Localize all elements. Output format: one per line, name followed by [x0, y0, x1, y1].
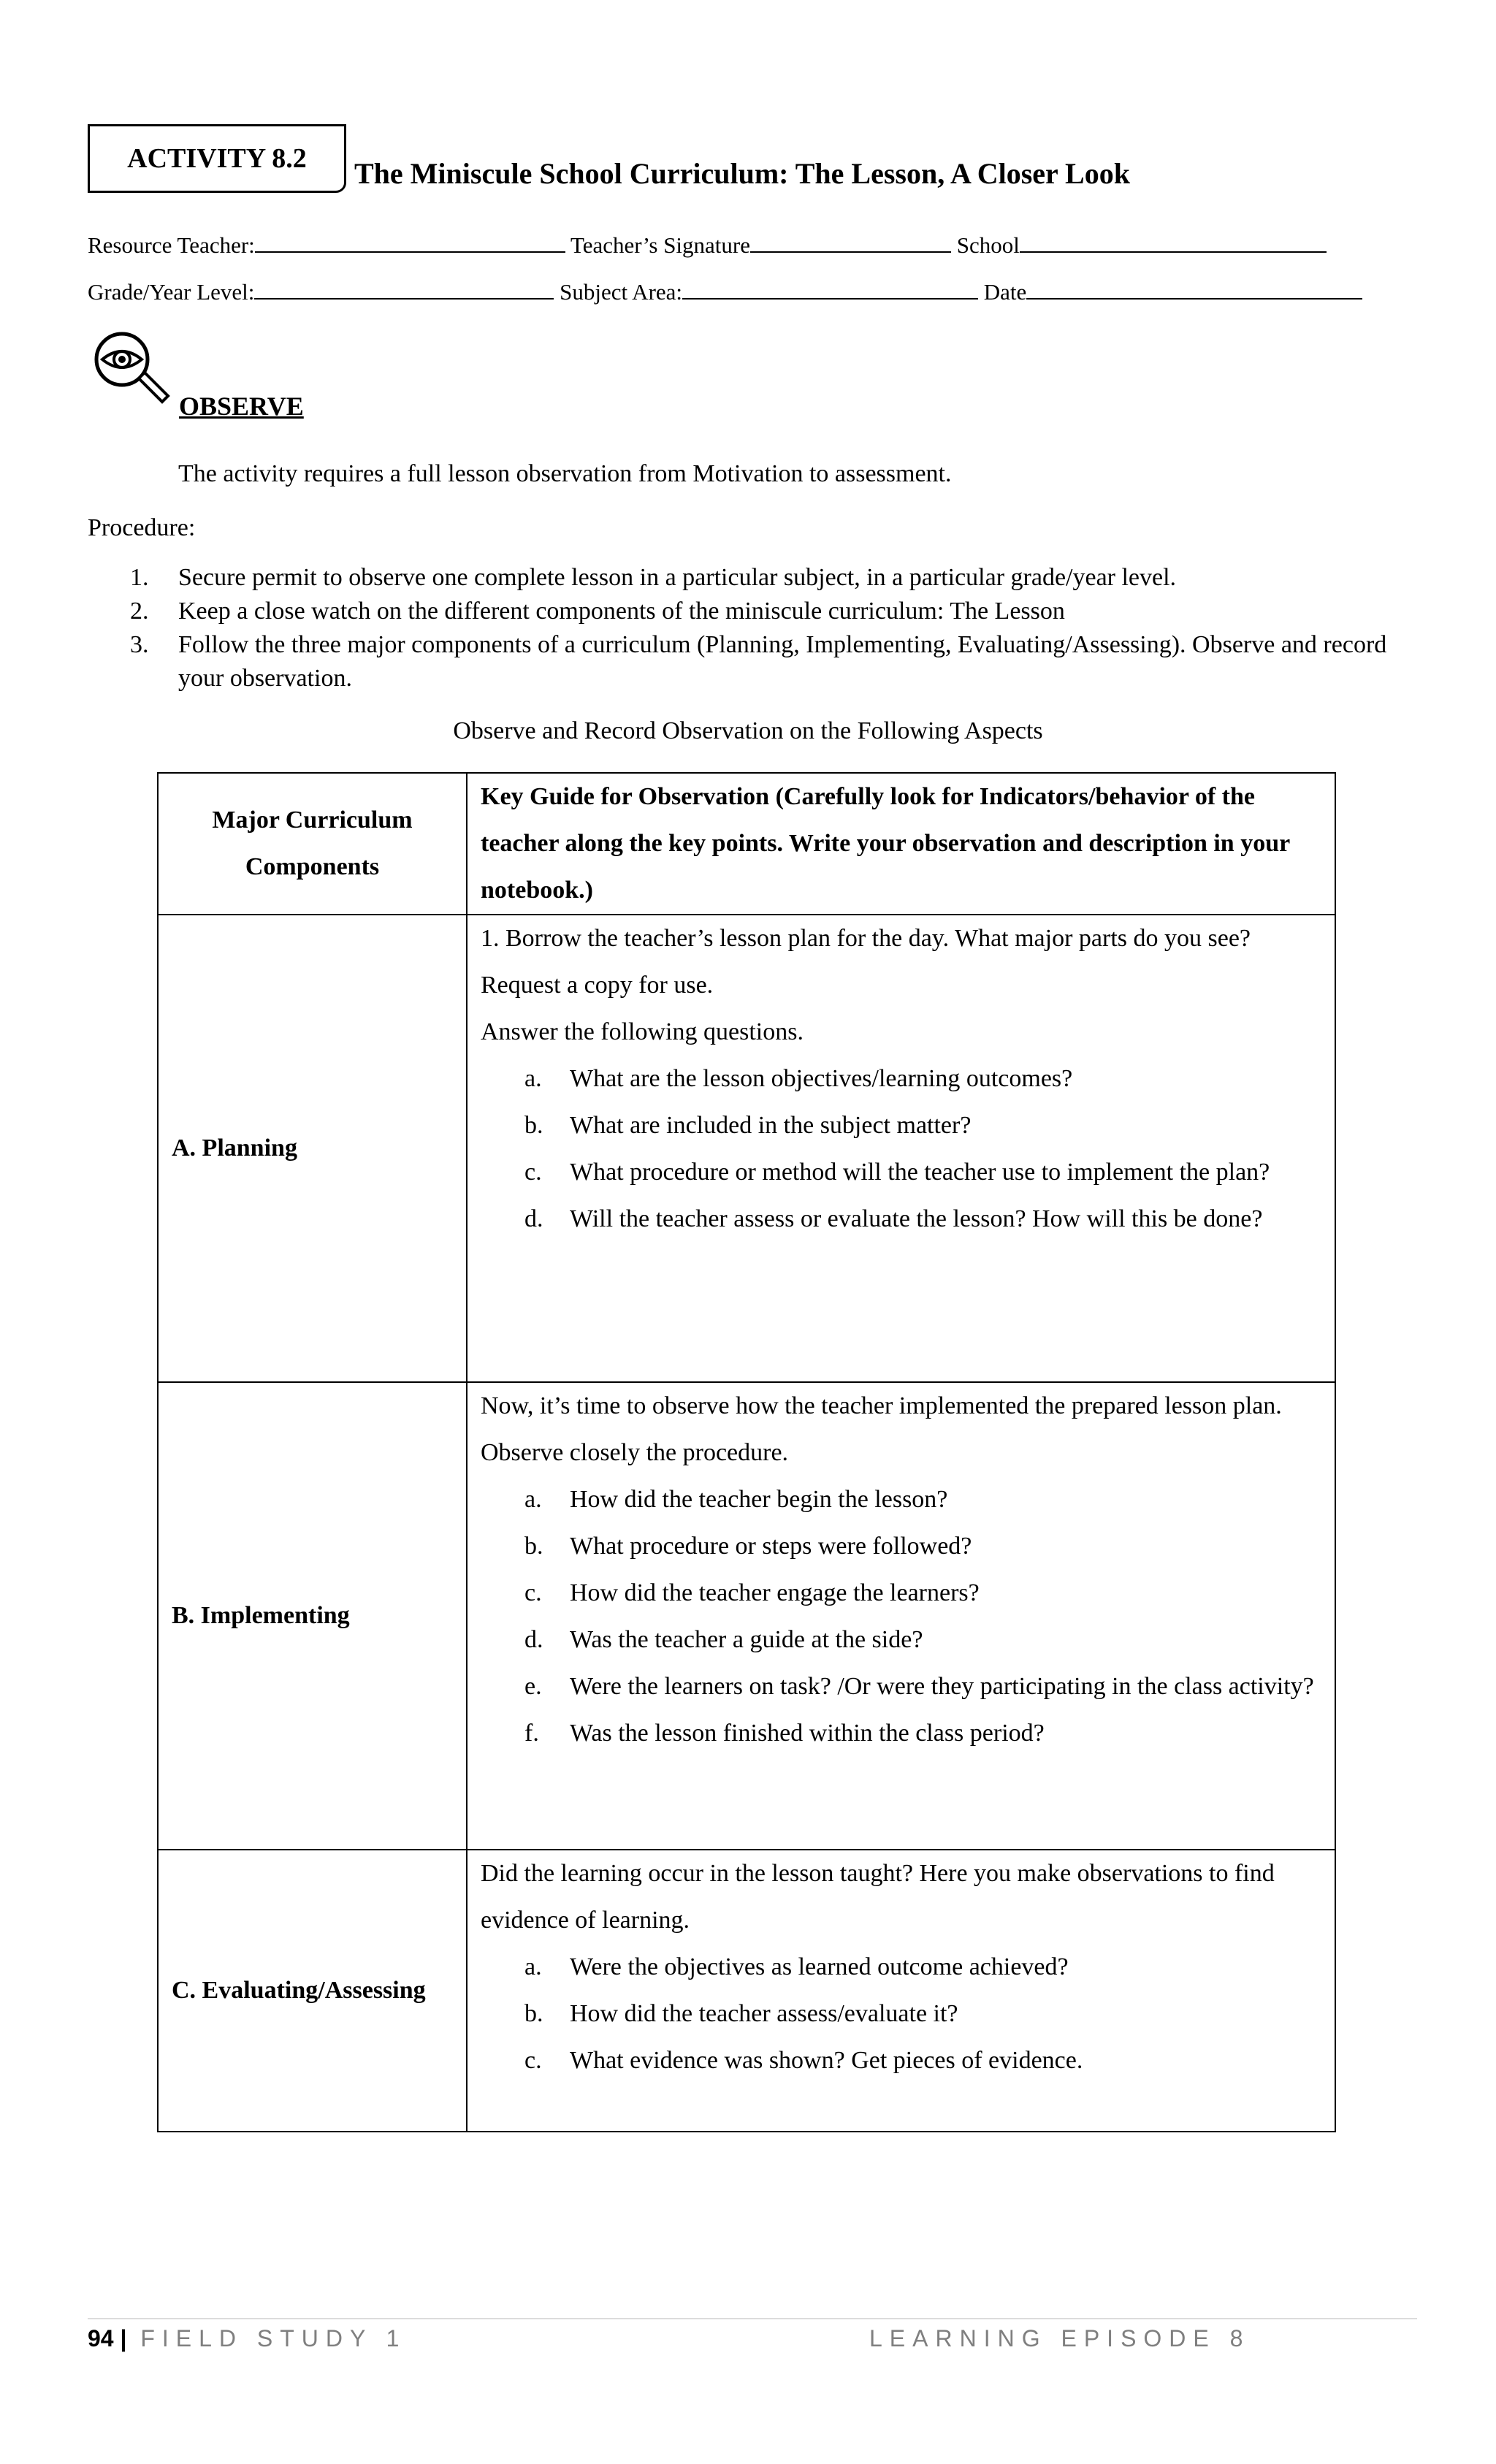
date-blank [1026, 279, 1362, 300]
component-implementing: B. Implementing [158, 1382, 467, 1850]
school-blank [1020, 232, 1327, 253]
magnifier-eye-icon [89, 330, 177, 411]
footer-episode: LEARNING EPISODE 8 [869, 2325, 1251, 2352]
footer-course: FIELD STUDY 1 [140, 2325, 407, 2352]
subject-area-label: Subject Area: [560, 279, 683, 305]
procedure-item: 1. Secure permit to observe one complete lesson in a particular subject, in a particular grade/year level. [130, 564, 1177, 591]
resource-teacher-label: Resource Teacher: [88, 232, 255, 258]
implementing-guide: Now, it’s time to observe how the teacher implemented the prepared lesson plan. Observe closely the procedure. a. How did the teacher begin the lesson? b. What procedure or steps were followed? c. How did the teacher engage the learners? d. Was the teacher a guide at the side? e. Were the learners on task? /Or were they participating in the class activity? f. Was the lesson finished within the class period? [467, 1382, 1335, 1850]
form-row-1 [88, 232, 1327, 259]
grade-level-blank [254, 279, 554, 300]
procedure-item: 3. Follow the three major components of a curriculum (Planning, Implementing, Evaluating/Assessing). Observe and record your observation. [130, 631, 1387, 692]
teacher-signature-blank [750, 232, 951, 253]
header-components: Major Curriculum Components [158, 773, 467, 915]
form-row-2 [88, 279, 1362, 305]
component-evaluating: C. Evaluating/Assessing [158, 1850, 467, 2132]
page-number: 94 | [88, 2325, 127, 2352]
footer-divider [88, 2318, 1417, 2319]
procedure-label: Procedure: [88, 514, 196, 541]
teacher-signature-label: Teacher’s Signature [570, 232, 751, 258]
footer-left [88, 2325, 406, 2352]
table-row [158, 1850, 1335, 2132]
subject-area-blank [682, 279, 978, 300]
grade-level-label: Grade/Year Level: [88, 279, 255, 305]
procedure-list [130, 561, 1408, 695]
header-key-guide: Key Guide for Observation (Carefully look for Indicators/behavior of the teacher along the key points. Write your observation and description in your notebook.) [467, 773, 1335, 915]
evaluating-guide: Did the learning occur in the lesson taught? Here you make observations to find evidence of learning. a. Were the objectives as learned outcome achieved? b. How did the teacher assess/evaluate it? c. What evidence was shown? Get pieces of evidence. [467, 1850, 1335, 2132]
component-planning: A. Planning [158, 915, 467, 1382]
observe-heading: OBSERVE [179, 392, 304, 421]
school-label: School [956, 232, 1020, 258]
page-title: The Miniscule School Curriculum: The Lesson, A Closer Look [354, 157, 1130, 190]
planning-guide: 1. Borrow the teacher’s lesson plan for the day. What major parts do you see? Request a copy for use. Answer the following questions. a. What are the lesson objectives/learning outcomes? b. What are included in the subject matter? c. What procedure or method will the teacher use to implement the plan? d. Will the teacher assess or evaluate the lesson? How will this be done? [467, 915, 1335, 1382]
table-row [158, 915, 1335, 1382]
resource-teacher-blank [255, 232, 565, 253]
activity-label: ACTIVITY 8.2 [88, 124, 346, 193]
intro-text: The activity requires a full lesson observation from Motivation to assessment. [178, 460, 952, 487]
date-label: Date [983, 279, 1027, 305]
table-row [158, 1382, 1335, 1850]
procedure-item: 2. Keep a close watch on the different components of the miniscule curriculum: The Lesson [130, 598, 1065, 625]
observation-table [157, 772, 1336, 2132]
table-caption: Observe and Record Observation on the Following Aspects [453, 717, 1043, 744]
